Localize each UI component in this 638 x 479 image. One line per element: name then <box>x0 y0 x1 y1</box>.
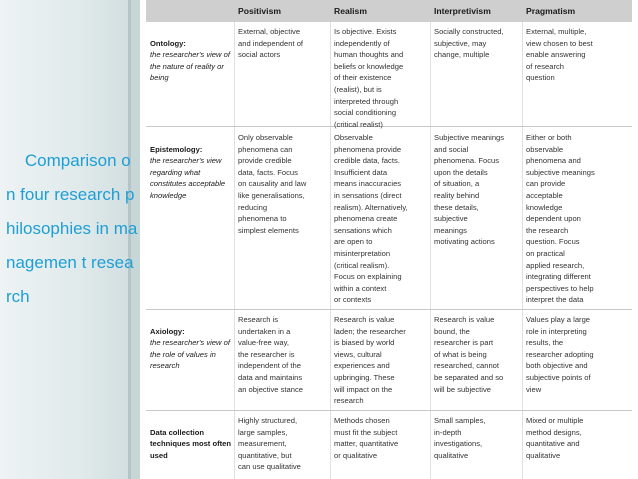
table-cell: Research is undertaken in a value-free way, the researcher is independent of the data and maintains an objective stance <box>238 315 304 394</box>
row-header-description: the researcher's view of the role of values in research <box>150 338 230 371</box>
table-cell: Methods chosen must fit the subject matter, quantitative or qualitative <box>334 416 399 460</box>
slide-title-text: Comparison on four research philosophies in managemen t research <box>6 151 138 306</box>
row-divider <box>146 410 632 411</box>
column-header-positivism: Positivism <box>238 6 281 16</box>
table-cell: Research is value laden; the researcher is biased by world views, cultural experiences and upbringing. These will impact on the research <box>334 315 406 406</box>
row-header-ontology <box>150 26 232 84</box>
table-cell: External, multiple, view chosen to best enable answering of research question <box>526 27 593 83</box>
row-divider <box>146 309 632 310</box>
comparison-table <box>146 0 632 479</box>
table-cell: Observable phenomena provide credible data, facts. Insufficient data means inaccuracies in sensations (direct realism). Alternatively, phenomena create sensations which are open to misinterpretation (critical realism). Focus on explaining within a context or contexts <box>334 133 408 305</box>
table-cell: Values play a large role in interpreting results, the researcher adopting both objective and subjective points of view <box>526 315 594 394</box>
table-cell: Is objective. Exists independently of human thoughts and beliefs or knowledge of their existence (realist), but is interpreted through social conditioning (critical realist) <box>334 27 404 129</box>
row-header-label: Data collection techniques most often used <box>150 427 232 460</box>
column-header-realism: Realism <box>334 6 367 16</box>
row-header-description: the researcher's view regarding what constitutes acceptable knowledge <box>150 156 226 200</box>
table-cell: Highly structured, large samples, measurement, quantitative, but can use qualitative <box>238 416 301 472</box>
row-header-label: Ontology: <box>150 38 186 48</box>
row-header-data-collection <box>150 415 232 461</box>
table-cell: Only observable phenomena can provide credible data, facts. Focus on causality and law like generalisations, reducing phenomena to simplest elements <box>238 133 307 235</box>
table-cell: Mixed or multiple method designs, quantitative and qualitative <box>526 416 584 460</box>
table-cell: Small samples, in-depth investigations, qualitative <box>434 416 486 460</box>
row-header-epistemology <box>150 132 232 202</box>
row-header-label: Epistemology: <box>150 144 203 154</box>
table-cell: Research is value bound, the researcher is part of what is being researched, cannot be separated and so will be subjective <box>434 315 504 394</box>
table-cell: Socially constructed, subjective, may change, multiple <box>434 27 504 60</box>
row-header-axiology <box>150 314 232 372</box>
row-header-description: the researcher's view of the nature of reality or being <box>150 50 230 83</box>
slide-title <box>6 110 138 348</box>
column-header-pragmatism: Pragmatism <box>526 6 576 16</box>
table-cell: Subjective meanings and social phenomena. Focus upon the details of situation, a reality behind these details, subjective meanings motivating actions <box>434 133 505 247</box>
column-header-interpretivism: Interpretivism <box>434 6 491 16</box>
table-cell: Either or both observable phenomena and subjective meanings can provide acceptable knowledge dependent upon the research question. Focus on practical applied research, integrating different perspectives to help interpret the data <box>526 133 595 305</box>
row-header-label: Axiology: <box>150 326 185 336</box>
table-cell: External, objective and independent of social actors <box>238 27 304 60</box>
